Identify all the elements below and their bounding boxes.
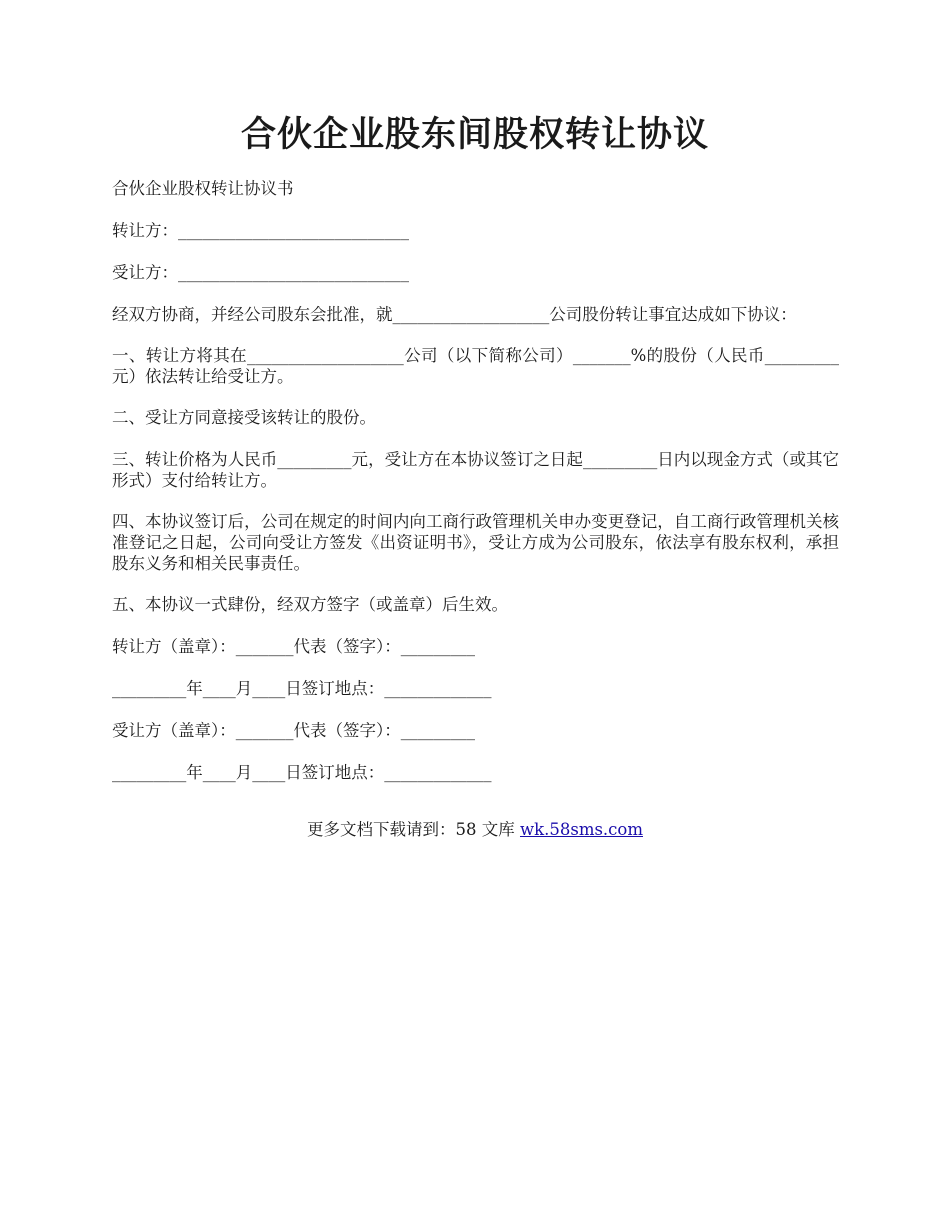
clause-1: 一、转让方将其在___________________公司（以下简称公司）_______%的股份（人民币_________元）依法转让给受让方。	[112, 346, 839, 386]
transferor-line: 转让方：____________________________	[112, 221, 409, 240]
footer-text: 更多文档下载请到：58 文库	[306, 820, 520, 839]
footer-link[interactable]: wk.58sms.com	[519, 820, 643, 839]
clause-3: 三、转让价格为人民币_________元，受让方在本协议签订之日起_________日内以现金方式（或其它形式）支付给转让方。	[112, 450, 839, 490]
document-subtitle: 合伙企业股权转让协议书	[112, 179, 294, 198]
date-place-line-1: _________年____月____日签订地点：_____________	[112, 679, 492, 698]
footer	[0, 818, 950, 842]
clause-4: 四、本协议签订后，公司在规定的时间内向工商行政管理机关申办变更登记，自工商行政管理机关核准登记之日起，公司向受让方签发《出资证明书》，受让方成为公司股东，依法享有股东权利，承担股东义务和相关民事责任。	[112, 512, 839, 573]
date-place-line-2: _________年____月____日签订地点：_____________	[112, 763, 492, 782]
document-body	[112, 178, 839, 804]
clause-5: 五、本协议一式肆份，经双方签字（或盖章）后生效。	[112, 595, 508, 614]
signature-transferor: 转让方（盖章）：_______代表（签字）：_________	[112, 637, 475, 656]
intro-paragraph: 经双方协商，并经公司股东会批准，就___________________公司股份转让事宜达成如下协议：	[112, 305, 797, 324]
signature-transferee: 受让方（盖章）：_______代表（签字）：_________	[112, 721, 475, 740]
document-title: 合伙企业股东间股权转让协议	[240, 114, 709, 155]
transferee-line: 受让方：____________________________	[112, 263, 409, 282]
clause-2: 二、受让方同意接受该转让的股份。	[112, 408, 376, 427]
